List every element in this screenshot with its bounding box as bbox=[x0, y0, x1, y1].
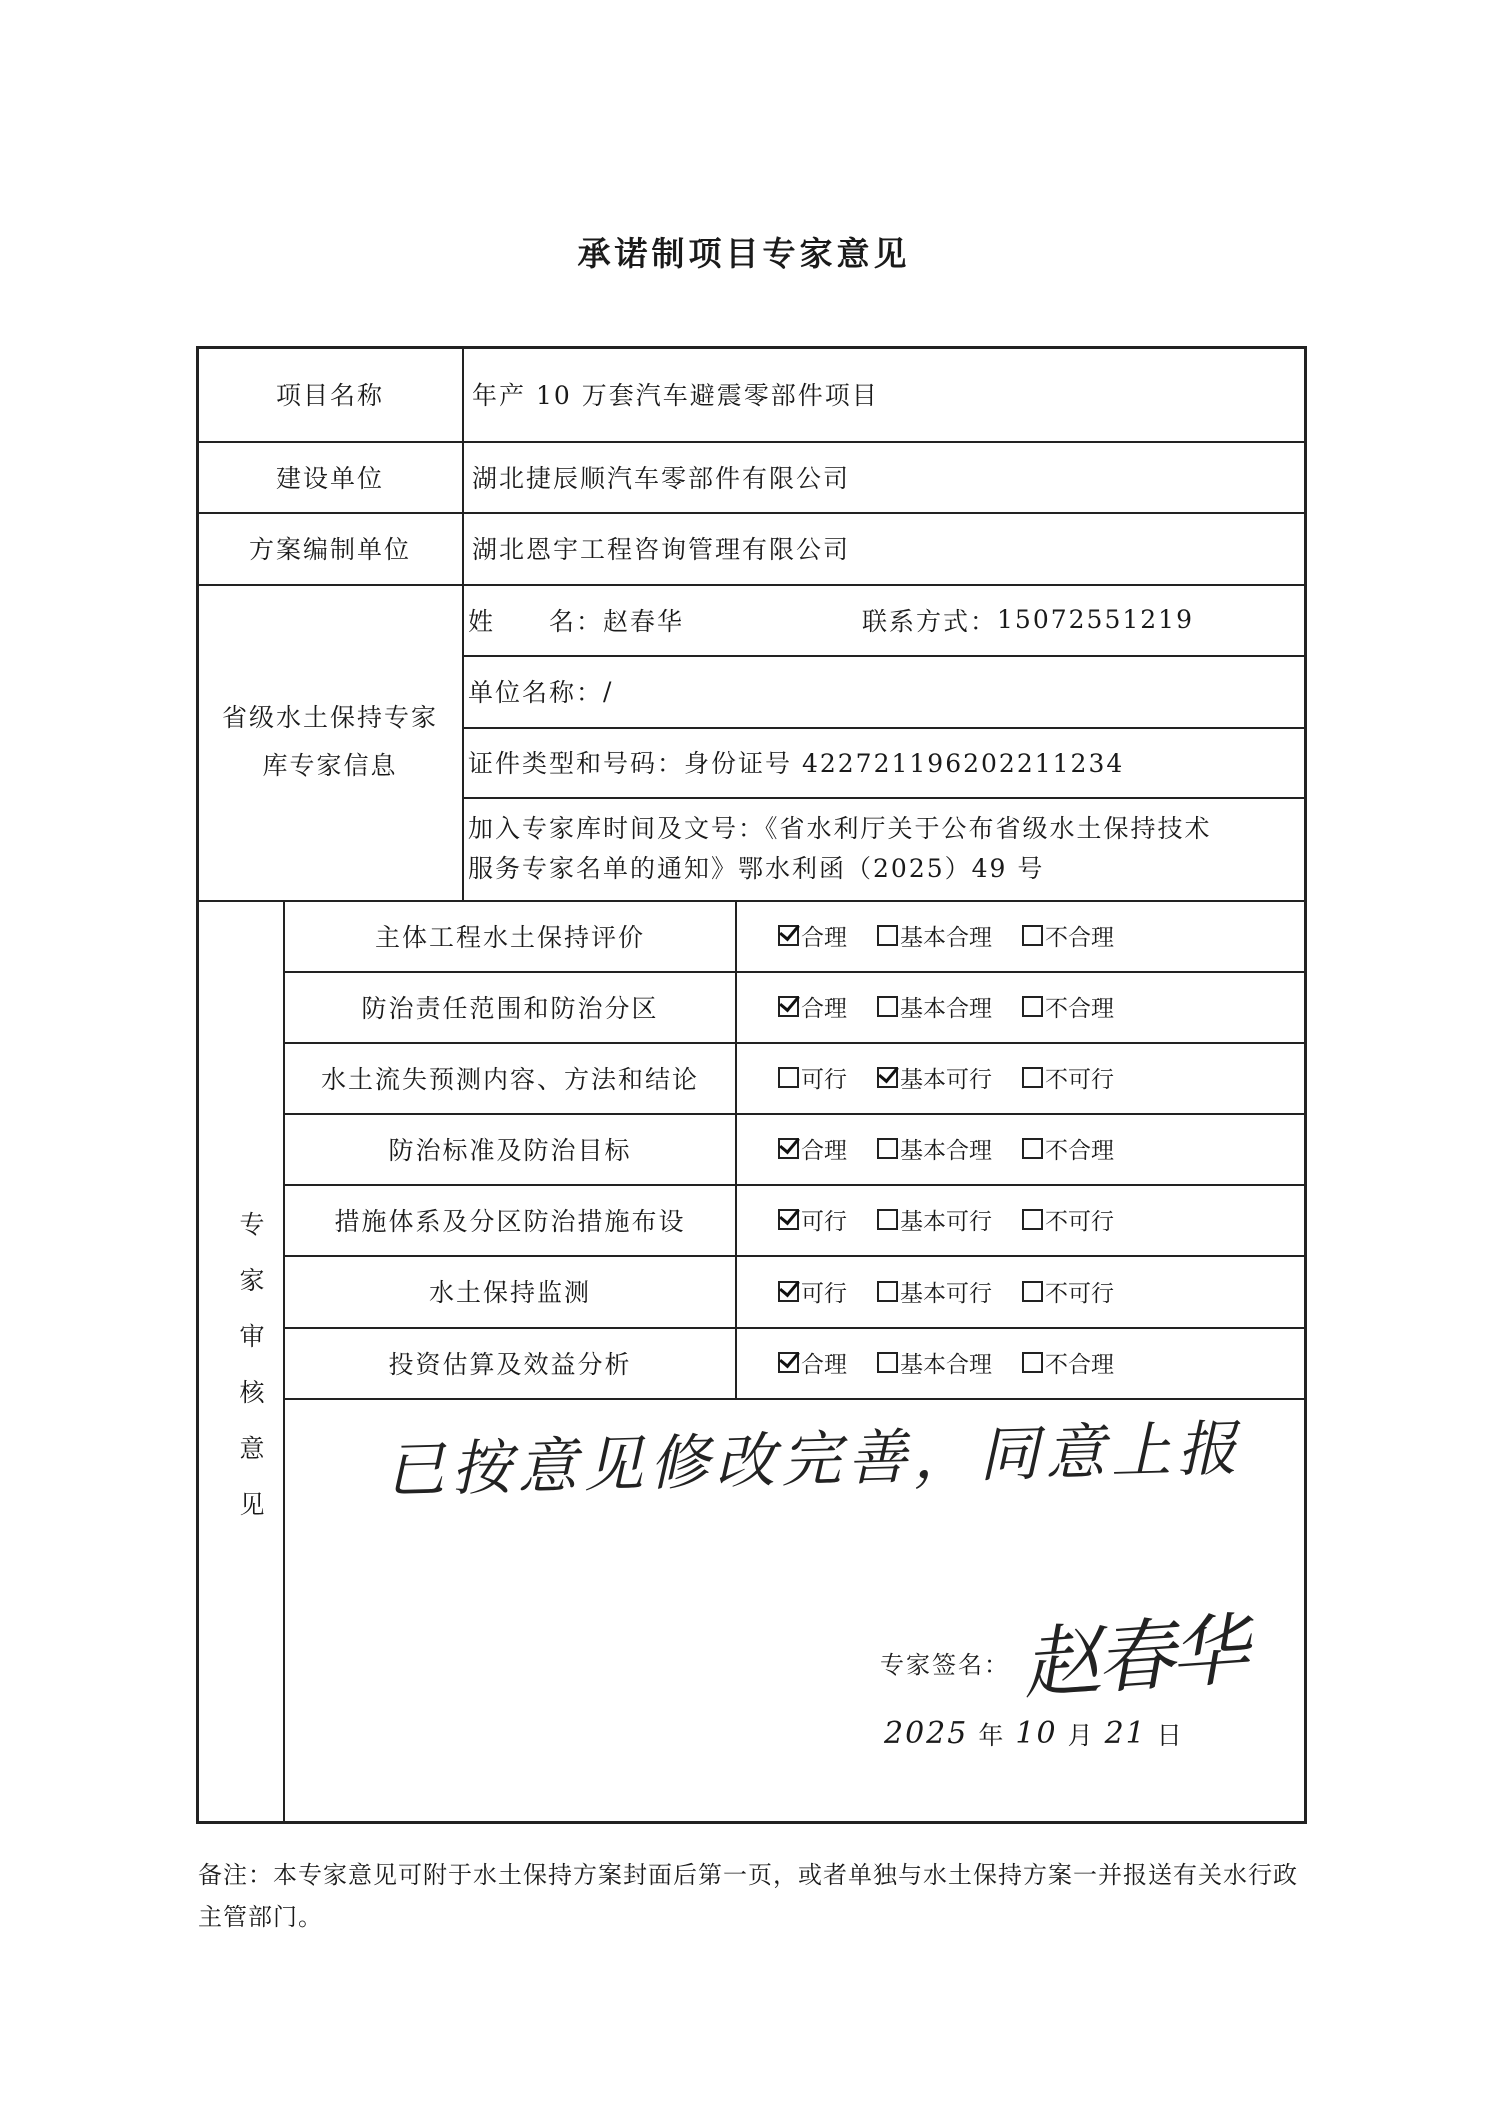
expert-unit-value: / bbox=[603, 676, 614, 706]
review-item-label: 主体工程水土保持评价 bbox=[374, 922, 645, 952]
option-label: 可行 bbox=[801, 1067, 847, 1093]
review-label-char: 意 bbox=[239, 1434, 265, 1463]
option-label: 可行 bbox=[801, 1209, 847, 1235]
expert-name-label: 姓 名： bbox=[468, 606, 604, 636]
expert-name-field bbox=[468, 584, 848, 655]
option-basically-feasible[interactable] bbox=[877, 1203, 992, 1236]
review-item-label: 投资估算及效益分析 bbox=[388, 1349, 632, 1379]
review-label-char: 审 bbox=[239, 1322, 265, 1351]
checkbox-checked-icon[interactable] bbox=[778, 1209, 799, 1230]
option-reasonable[interactable] bbox=[778, 1132, 847, 1165]
date-year: 2025 bbox=[884, 1716, 969, 1751]
checkbox-icon[interactable] bbox=[1022, 996, 1043, 1017]
review-item-label: 水土流失预测内容、方法和结论 bbox=[320, 1064, 699, 1094]
option-label: 基本合理 bbox=[900, 1352, 992, 1378]
option-infeasible[interactable] bbox=[1022, 1275, 1114, 1308]
expert-name-value: 赵春华 bbox=[603, 606, 685, 636]
option-label: 不可行 bbox=[1045, 1067, 1114, 1093]
project-name-label: 项目名称 bbox=[275, 380, 384, 410]
checkbox-checked-icon[interactable] bbox=[877, 1067, 898, 1088]
column-divider bbox=[462, 346, 464, 900]
checkbox-checked-icon[interactable] bbox=[778, 1281, 799, 1302]
option-feasible[interactable] bbox=[778, 1275, 847, 1308]
checkbox-icon[interactable] bbox=[877, 1138, 898, 1159]
checkbox-icon[interactable] bbox=[877, 1281, 898, 1302]
review-item-label: 防治标准及防治目标 bbox=[388, 1135, 632, 1165]
date-month-unit: 月 bbox=[1067, 1721, 1095, 1750]
review-item-options bbox=[778, 1113, 1144, 1184]
option-label: 不合理 bbox=[1045, 925, 1114, 951]
footnote: 备注：本专家意见可附于水土保持方案封面后第一页，或者单独与水土保持方案一并报送有关水行政主管部门。 bbox=[198, 1861, 1298, 1931]
project-name-value: 年产 10 万套汽车避震零部件项目 bbox=[472, 380, 879, 410]
option-unreasonable[interactable] bbox=[1022, 990, 1114, 1023]
review-item-label: 水土保持监测 bbox=[428, 1278, 591, 1307]
checkbox-icon[interactable] bbox=[877, 996, 898, 1017]
row-divider bbox=[284, 1398, 1307, 1400]
review-item-label: 措施体系及分区防治措施布设 bbox=[334, 1206, 686, 1236]
expert-unit-label: 单位名称： bbox=[468, 678, 604, 707]
review-section-label bbox=[232, 1205, 272, 1521]
option-infeasible[interactable] bbox=[1022, 1061, 1114, 1094]
expert-signature: 赵春华 bbox=[1019, 1605, 1248, 1711]
option-label: 基本合理 bbox=[900, 925, 992, 951]
review-item-options bbox=[778, 1042, 1144, 1113]
checkbox-icon[interactable] bbox=[1022, 1138, 1043, 1159]
checkbox-icon[interactable] bbox=[877, 925, 898, 946]
checkbox-checked-icon[interactable] bbox=[778, 1352, 799, 1373]
option-label: 基本合理 bbox=[900, 1138, 992, 1164]
option-basically-reasonable[interactable] bbox=[877, 1346, 992, 1379]
option-label: 不合理 bbox=[1045, 1138, 1114, 1164]
construction-unit-value: 湖北捷辰顺汽车零部件有限公司 bbox=[472, 463, 851, 493]
option-basically-reasonable[interactable] bbox=[877, 1132, 992, 1165]
plan-compiler-value: 湖北恩宇工程咨询管理有限公司 bbox=[472, 535, 851, 564]
option-label: 基本可行 bbox=[900, 1067, 992, 1093]
checkbox-checked-icon[interactable] bbox=[778, 996, 799, 1017]
checkbox-icon[interactable] bbox=[877, 1209, 898, 1230]
construction-unit-label: 建设单位 bbox=[275, 463, 384, 493]
review-label-char: 家 bbox=[239, 1266, 265, 1295]
option-label: 不可行 bbox=[1045, 1280, 1114, 1307]
option-label: 基本合理 bbox=[900, 996, 992, 1022]
checkbox-icon[interactable] bbox=[1022, 1067, 1043, 1088]
option-reasonable[interactable] bbox=[778, 1346, 847, 1379]
checkbox-icon[interactable] bbox=[1022, 1281, 1043, 1302]
checkbox-icon[interactable] bbox=[1022, 925, 1043, 946]
option-reasonable[interactable] bbox=[778, 990, 847, 1023]
expert-join-line1: 加入专家库时间及文号：《省水利厅关于公布省级水土保持技术 bbox=[468, 813, 1212, 843]
expert-id-field bbox=[468, 727, 1298, 797]
handwritten-opinion: 已按意见修改完善，同意上报 bbox=[384, 1413, 1244, 1507]
column-divider bbox=[735, 900, 737, 1398]
option-unreasonable[interactable] bbox=[1022, 1346, 1114, 1379]
option-label: 基本可行 bbox=[900, 1280, 992, 1307]
signature-label: 专家签名： bbox=[880, 1651, 1010, 1679]
expert-join-field bbox=[468, 797, 1304, 900]
date-month: 10 bbox=[1015, 1716, 1058, 1751]
option-unreasonable[interactable] bbox=[1022, 919, 1114, 952]
expert-id-label: 证件类型和号码： bbox=[468, 749, 685, 778]
expert-info-label-line2: 库专家信息 bbox=[262, 751, 398, 780]
option-basically-feasible[interactable] bbox=[877, 1061, 992, 1094]
review-item-options bbox=[778, 971, 1144, 1042]
review-item-options bbox=[778, 1255, 1144, 1327]
expert-info-label bbox=[198, 584, 462, 900]
option-label: 可行 bbox=[801, 1280, 847, 1307]
option-label: 合理 bbox=[801, 996, 847, 1022]
option-label: 不合理 bbox=[1045, 996, 1114, 1022]
option-basically-reasonable[interactable] bbox=[877, 990, 992, 1023]
expert-contact-field bbox=[862, 584, 1302, 655]
checkbox-checked-icon[interactable] bbox=[778, 1138, 799, 1159]
review-label-char: 见 bbox=[239, 1490, 265, 1519]
page-title: 承诺制项目专家意见 bbox=[577, 234, 911, 273]
option-basically-feasible[interactable] bbox=[877, 1275, 992, 1308]
expert-contact-label: 联系方式： bbox=[862, 606, 998, 636]
expert-unit-field bbox=[468, 655, 1298, 727]
option-feasible[interactable] bbox=[778, 1061, 847, 1094]
date-year-unit: 年 bbox=[978, 1721, 1006, 1750]
review-label-char: 专 bbox=[239, 1210, 265, 1239]
option-reasonable[interactable] bbox=[778, 919, 847, 952]
expert-contact-value: 15072551219 bbox=[997, 605, 1194, 634]
expert-info-label-line1: 省级水土保持专家 bbox=[221, 703, 438, 732]
checkbox-icon[interactable] bbox=[1022, 1209, 1043, 1230]
option-basically-reasonable[interactable] bbox=[877, 919, 992, 952]
review-item-options bbox=[778, 900, 1144, 971]
review-item-label: 防治责任范围和防治分区 bbox=[361, 993, 659, 1023]
expert-id-value: 身份证号 422721196202211234 bbox=[684, 749, 1125, 778]
option-infeasible[interactable] bbox=[1022, 1203, 1114, 1236]
option-label: 合理 bbox=[801, 925, 847, 951]
option-label: 合理 bbox=[801, 1352, 847, 1378]
review-item-options bbox=[778, 1184, 1144, 1255]
option-feasible[interactable] bbox=[778, 1203, 847, 1236]
date-day: 21 bbox=[1104, 1716, 1147, 1751]
review-label-char: 核 bbox=[239, 1378, 265, 1407]
review-item-options bbox=[778, 1327, 1144, 1398]
checkbox-icon[interactable] bbox=[877, 1352, 898, 1373]
expert-join-line2: 服务专家名单的通知》鄂水利函（2025）49 号 bbox=[468, 853, 1045, 883]
option-label: 不可行 bbox=[1045, 1209, 1114, 1235]
date-day-unit: 日 bbox=[1156, 1721, 1184, 1750]
checkbox-icon[interactable] bbox=[1022, 1352, 1043, 1373]
option-unreasonable[interactable] bbox=[1022, 1132, 1114, 1165]
option-label: 不合理 bbox=[1045, 1352, 1114, 1378]
plan-compiler-label: 方案编制单位 bbox=[248, 535, 411, 564]
option-label: 合理 bbox=[801, 1138, 847, 1164]
option-label: 基本可行 bbox=[900, 1209, 992, 1235]
checkbox-checked-icon[interactable] bbox=[778, 925, 799, 946]
checkbox-icon[interactable] bbox=[778, 1067, 799, 1088]
signature-date bbox=[884, 1716, 1184, 1752]
